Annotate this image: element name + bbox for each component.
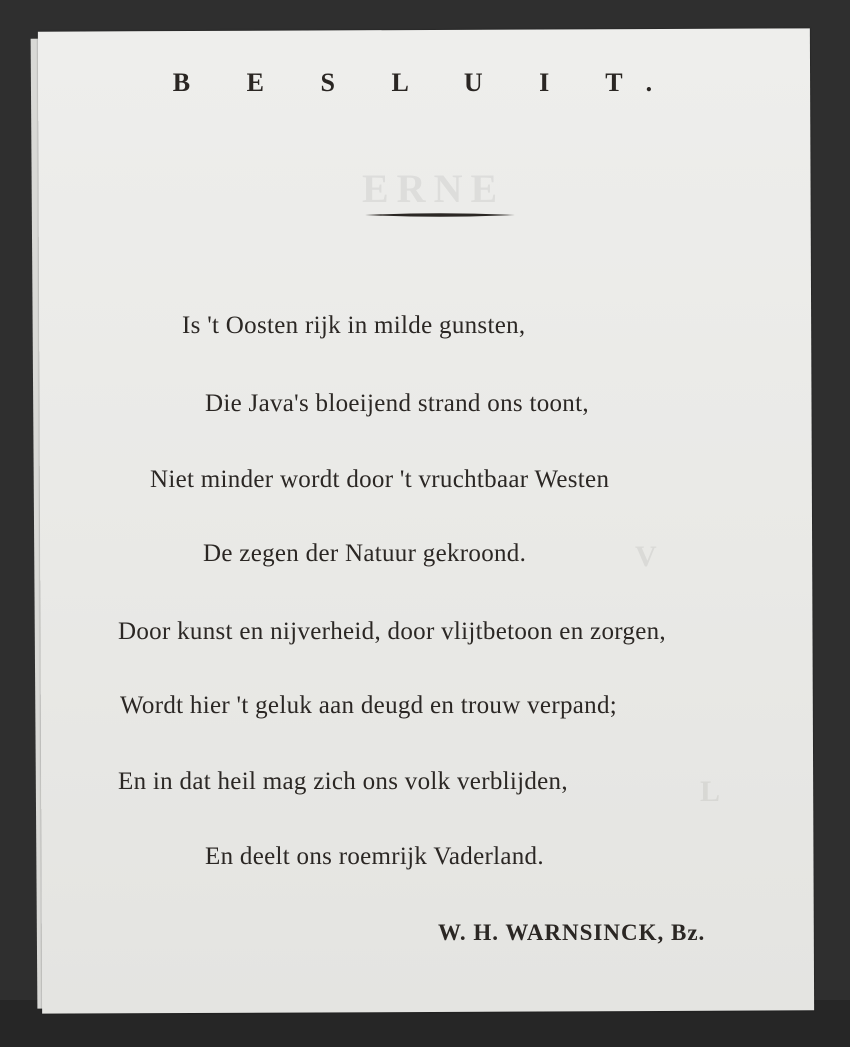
verse-line: Wordt hier 't geluk aan deugd en trouw verpand;: [120, 692, 617, 719]
show-through-mark: V: [635, 540, 657, 573]
show-through-mark: ERNE: [362, 166, 506, 211]
verse-line: Die Java's bloeijend strand ons toont,: [205, 390, 589, 417]
verse-line: De zegen der Natuur gekroond.: [203, 540, 527, 567]
verse-line: Door kunst en nijverheid, door vlijtbetoon en zorgen,: [118, 618, 666, 645]
verse-line: En in dat heil mag zich ons volk verblijden,: [118, 768, 568, 795]
document-title: B E S L U I T.: [172, 68, 678, 97]
verse-line: En deelt ons roemrijk Vaderland.: [205, 843, 544, 870]
verse-line: Niet minder wordt door 't vruchtbaar Westen: [150, 466, 610, 493]
show-through-mark: L: [700, 775, 721, 808]
verse-line: Is 't Oosten rijk in milde gunsten,: [182, 312, 526, 339]
title-rule: [365, 212, 515, 218]
signature: W. H. WARNSINCK, Bz.: [438, 920, 706, 945]
